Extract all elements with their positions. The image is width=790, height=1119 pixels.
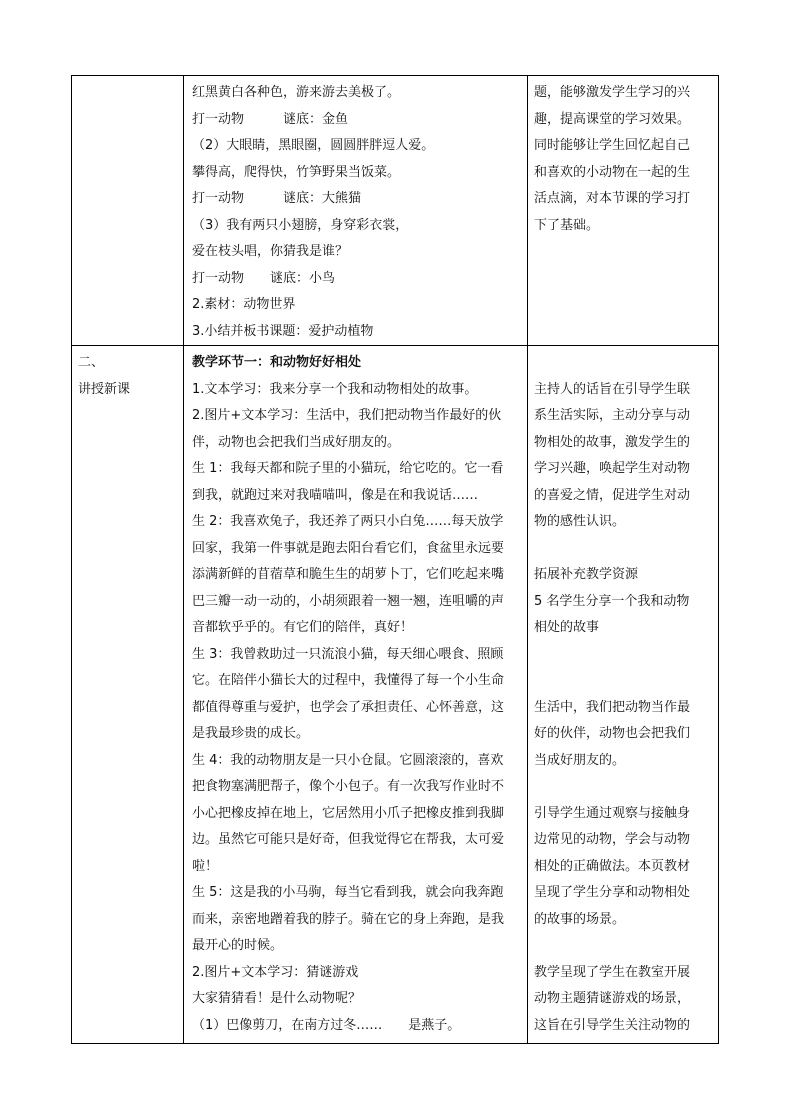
text-line: 边常见的动物，学会与动物 — [534, 832, 691, 847]
text-line: 物的感性认识。 — [534, 514, 626, 529]
text-line: 2.图片+文本学习：猜谜游戏 — [192, 964, 359, 980]
text-line: 物相处的故事，激发学生的 — [534, 434, 691, 450]
text-line: 的喜爱之情，促进学生对动 — [534, 487, 691, 503]
text-line: 生活中，我们把动物当作最 — [534, 699, 691, 715]
text-line: 同时能够让学生回忆起自己 — [534, 138, 691, 153]
content-lines — [184, 76, 527, 345]
content-cell — [184, 76, 528, 346]
text-line: 啦！ — [192, 858, 219, 874]
table-row — [72, 76, 719, 346]
text-line: 2.图片+文本学习：生活中，我们把动物当作最好的伙 — [192, 408, 502, 423]
text-line: 系生活实际，主动分享与动 — [534, 408, 691, 423]
text-line: 回家，我第一件事就是跑去阳台看它们，食盆里永远要 — [192, 540, 505, 556]
stage-number: 二、 — [78, 355, 105, 370]
stage-cell — [72, 346, 184, 1044]
text-line: （3）我有两只小翅膀，身穿彩衣裳， — [192, 217, 409, 233]
text-line: 到我，就跑过来对我喵喵叫，像是在和我说话…… — [192, 487, 479, 503]
notes-group — [534, 377, 718, 536]
text-line: 把食物塞满肥帮子，像个小包子。有一次我写作业时不 — [192, 779, 505, 794]
text-line: 3.小结并板书课题：爱护动植物 — [192, 323, 374, 339]
text-line: 添满新鲜的苜蓿草和脆生生的胡萝卜丁，它们吃起来嘴 — [192, 567, 505, 582]
notes-group — [534, 801, 718, 934]
text-line: 趣，提高课堂的学习效果。 — [534, 111, 691, 127]
text-line: 活点滴，对本节课的学习打 — [534, 191, 691, 206]
text-line: 音都软乎乎的。有它们的陪伴，真好！ — [192, 620, 414, 635]
text-line: 生 3：我曾救助过一只流浪小猫，每天细心喂食、照顾 — [192, 646, 504, 662]
text-line: 这旨在引导学生关注动物的 — [534, 1017, 691, 1033]
content-lines — [192, 377, 527, 1040]
text-line: 生 4：我的动物朋友是一只小仓鼠。它圆滚滚的，喜欢 — [192, 752, 504, 768]
text-line: 爱在枝头唱，你猜我是谁？ — [192, 244, 349, 259]
text-line: 5 名学生分享一个我和动物 — [534, 593, 690, 609]
text-line: 动物主题猜谜游戏的场景， — [534, 991, 691, 1006]
text-line: 生 5：这是我的小马驹，每当它看到我，就会向我奔跑 — [192, 885, 504, 900]
section-title: 教学环节一：和动物好好相处 — [192, 355, 362, 370]
text-line: 是我最珍贵的成长。 — [192, 726, 310, 741]
text-line: 相处的正确做法。本页教材 — [534, 858, 691, 874]
text-line: 呈现了学生分享和动物相处 — [534, 885, 691, 900]
text-line: 打一动物 谜底：金鱼 — [192, 111, 349, 127]
text-line: 当成好朋友的。 — [534, 752, 626, 768]
text-line: 主持人的话旨在引导学生联 — [534, 381, 691, 397]
stage-cell — [72, 76, 184, 346]
table-row — [72, 346, 719, 1044]
lesson-plan-table — [71, 75, 719, 1044]
text-line: 它。在陪伴小猫长大的过程中，我懂得了每一个小生命 — [192, 673, 505, 688]
text-line: 的故事的场景。 — [534, 911, 626, 927]
text-line: 教学呈现了学生在教室开展 — [534, 964, 691, 980]
text-line: 2.素材：动物世界 — [192, 297, 296, 312]
text-line: （2）大眼睛，黑眼圈，圆圆胖胖逗人爱。 — [192, 138, 435, 153]
text-line: 最开心的时候。 — [192, 938, 284, 953]
notes-group — [534, 562, 718, 642]
text-line: 生 2：我喜欢兔子，我还养了两只小白兔……每天放学 — [192, 514, 504, 529]
text-line: 红黑黄白各种色，游来游去美极了。 — [192, 85, 401, 100]
notes-cell — [528, 346, 719, 1044]
text-line: 引导学生通过观察与接触身 — [534, 805, 691, 821]
text-line: 而来，亲密地蹭着我的脖子。骑在它的身上奔跑，是我 — [192, 911, 505, 927]
text-line: 生 1：我每天都和院子里的小猫玩，给它吃的。它一看 — [192, 461, 504, 476]
text-line: 打一动物 谜底：小鸟 — [192, 270, 336, 286]
text-line: 边。虽然它可能只是好奇，但我觉得它在帮我，太可爱 — [192, 832, 505, 847]
content-cell — [184, 346, 528, 1044]
notes-cell — [528, 76, 719, 346]
text-line: 巴三瓣一动一动的，小胡须跟着一翘一翘，连咀嚼的声 — [192, 593, 505, 609]
text-line: 学习兴趣，唤起学生对动物 — [534, 461, 691, 476]
stage-name: 讲授新课 — [78, 381, 131, 397]
notes-group — [534, 695, 718, 775]
text-line: 小心把橡皮掉在地上，它居然用小爪子把橡皮推到我脚 — [192, 805, 505, 821]
text-line: 好的伙伴，动物也会把我们 — [534, 726, 691, 741]
text-line: 题，能够激发学生学习的兴 — [534, 85, 691, 100]
text-line: 大家猜猜看！是什么动物呢？ — [192, 991, 362, 1006]
text-line: 相处的故事 — [534, 620, 600, 635]
text-line: 拓展补充教学资源 — [534, 567, 639, 582]
text-line: 和喜欢的小动物在一起的生 — [534, 164, 691, 180]
notes-lines — [528, 76, 718, 239]
text-line: 1.文本学习：我来分享一个我和动物相处的故事。 — [192, 381, 478, 397]
text-line: 攀得高，爬得快，竹笋野果当饭菜。 — [192, 164, 401, 180]
text-line: 都值得尊重与爱护，也学会了承担责任、心怀善意，这 — [192, 699, 505, 715]
text-line: （1）巴像剪刀，在南方过冬…… 是燕子。 — [192, 1017, 461, 1033]
text-line: 伴，动物也会把我们当成好朋友的。 — [192, 434, 401, 450]
text-line: 打一动物 谜底：大熊猫 — [192, 191, 362, 206]
text-line: 下了基础。 — [534, 217, 600, 233]
notes-group — [534, 960, 718, 1040]
